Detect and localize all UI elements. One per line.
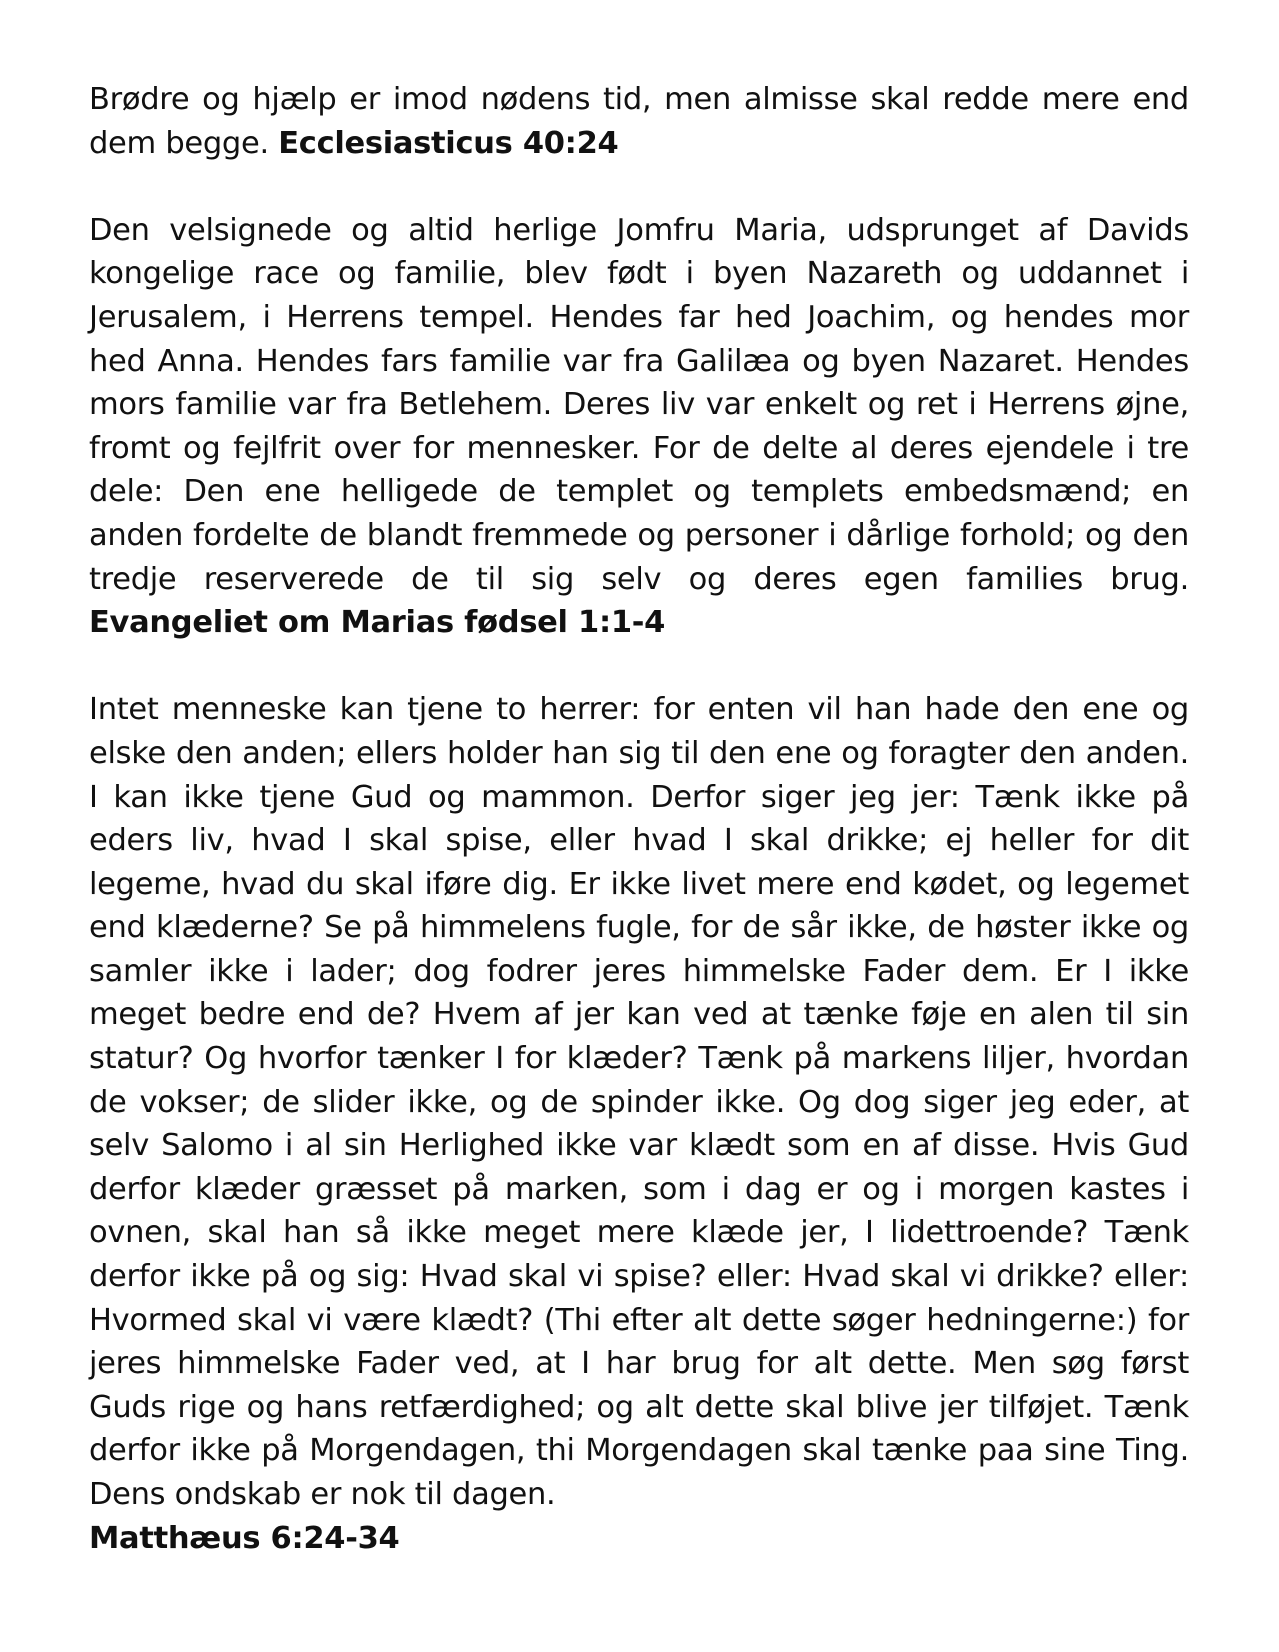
passage-ecclesiasticus [89,78,1189,165]
passage-text: Intet menneske kan tjene to herrer: for enten vil han hade den ene og elske den anden; ellers holder han sig til den ene og foragter den anden. I kan ikke tjene Gud og mammon. Derfor siger jeg jer: Tænk ikke på eders liv, hvad I skal spise, eller hvad I skal drikke; ej heller for dit legeme, hvad du skal iføre dig. Er ikke livet mere end kødet, og legemet end klæderne? Se på himmelens fugle, for de sår ikke, de høster ikke og samler ikke i lader; dog fodrer jeres himmelske Fader dem. Er I ikke meget bedre end de? Hvem af jer kan ved at tænke føje en alen til sin statur? Og hvorfor tænker I for klæder? Tænk på markens liljer, hvordan de vokser; de slider ikke, og de spinder ikke. Og dog siger jeg eder, at selv Salomo i al sin Herlighed ikke var klædt som en af disse. Hvis Gud derfor klæder græsset på marken, som i dag er og i morgen kastes i ovnen, skal han så ikke meget mere klæde jer, I lidettroende? Tænk derfor ikke på og sig: Hvad skal vi spise? eller: Hvad skal vi drikke? eller: Hvormed skal vi være klædt? (Thi efter alt dette søger hedningerne:) for jeres himmelske Fader ved, at I har brug for alt dette. Men søg først Guds rige og hans retfærdighed; og alt dette skal blive jer tilføjet. Tænk derfor ikke på Morgendagen, thi Morgendagen skal tænke paa sine Ting. Dens ondskab er nok til dagen. [89,692,1189,1512]
passage-text: Den velsignede og altid herlige Jomfru Maria, udsprunget af Davids kongelige race og familie, blev født i byen Nazareth og uddannet i Jerusalem, i Herrens tempel. Hendes far hed Joachim, og hendes mor hed Anna. Hendes fars familie var fra Galilæa og byen Nazaret. Hendes mors familie var fra Betlehem. Deres liv var enkelt og ret i Herrens øjne, fromt og fejlfrit over for mennesker. For de delte al deres ejendele i tre dele: Den ene helligede de templet og templets embedsmænd; en anden fordelte de blandt fremmede og personer i dårlige forhold; og den tredje reserverede de til sig selv og deres egen families brug. [89,212,1189,597]
scripture-reference: Evangeliet om Marias fødsel 1:1-4 [89,605,666,641]
scripture-reference: Ecclesiasticus 40:24 [278,125,619,161]
scripture-reference: Matthæus 6:24-34 [89,1520,400,1556]
passage-marias-fodsel [89,209,1189,645]
passage-text: Brødre og hjælp er imod nødens tid, men almisse skal redde mere end dem begge. [89,82,1189,161]
document-page [89,78,1189,1560]
passage-matthaeus [89,688,1189,1560]
